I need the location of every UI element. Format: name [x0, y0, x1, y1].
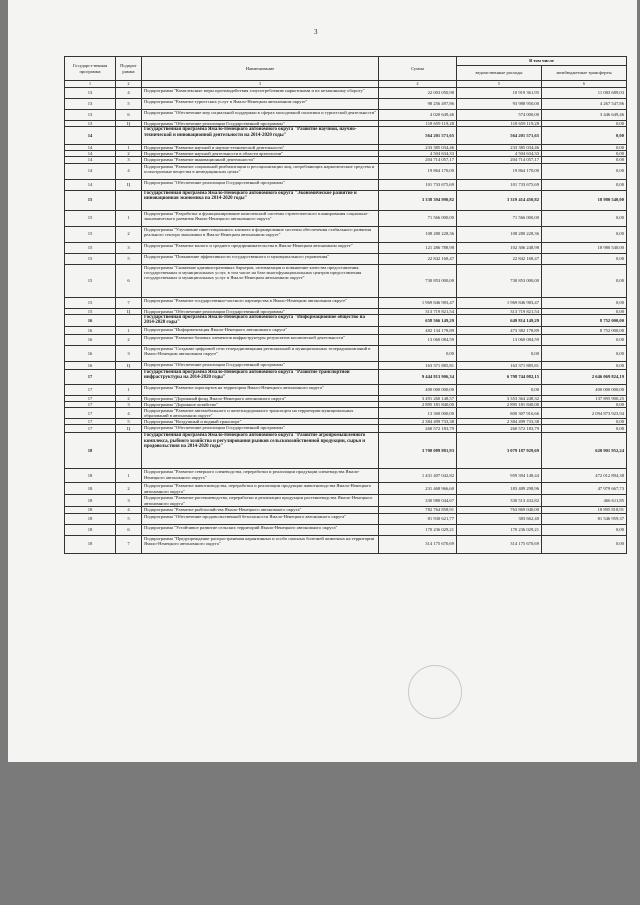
amount-departmental: 170 236 029,21	[457, 524, 542, 535]
amount-departmental: 260 572 183,79	[457, 425, 542, 433]
subprogram-code: Ц	[116, 361, 142, 369]
amount-total: 98 256 497,86	[379, 99, 457, 110]
amount-departmental: 0,00	[457, 345, 542, 361]
budget-table	[64, 56, 627, 554]
item-name: Подпрограмма "Развитие социальной реабилитации и ресоциализации лиц, потребляющих наркотические средства и психотропные вещества в немедицинских целях"	[142, 163, 379, 179]
header-subprogram: Подпрог рамма	[116, 57, 142, 81]
amount-total: 13 060 084,59	[379, 334, 457, 345]
item-name: Подпрограмма "Создание цифровой сети телерадиовещания региональной и муниципальных телерадиокомпаний в Ямало-Ненецком автономном округе"	[142, 345, 379, 361]
amount-departmental: 71 566 000,00	[457, 210, 542, 226]
item-name: Подпрограмма "Улучшение инвестиционного климата и формирование системы обеспечения стабильного развития реального сектора экономики в Ямало-Ненецком автономном округе"	[142, 226, 379, 242]
amount-total: 3 338 394 990,82	[379, 190, 457, 210]
subprogram-row	[65, 110, 627, 121]
amount-transfers: 0,00	[542, 151, 627, 157]
amount-total: 400 000 000,00	[379, 384, 457, 395]
amount-departmental: 118 659 119,28	[457, 121, 542, 127]
subprogram-code: 2	[116, 395, 142, 401]
amount-total: 163 371 885,81	[379, 361, 457, 369]
subprogram-row	[65, 384, 627, 395]
item-name: Подпрограмма "Развитие научной деятельности в области археологии"	[142, 151, 379, 157]
amount-departmental: 2 895 181 840,00	[457, 401, 542, 407]
program-row	[65, 433, 627, 469]
item-name: Подпрограмма "Развитие растениеводства, переработки и реализации продукции растениеводства Ямало-Ненецкого автономного округа"	[142, 495, 379, 507]
program-code: 18	[65, 433, 116, 469]
amount-total: 81 930 621,77	[379, 513, 457, 524]
program-code: 18	[65, 535, 116, 553]
amount-departmental: 314 175 670,69	[457, 535, 542, 553]
item-name: Подпрограмма "Снижение административных барьеров, оптимизация и повышение качества предоставления государственных и муниципальных услуг, в том числе на базе многофункциональных центров предоставления государственных и муниципальных услуг в Ямало-Ненецком автономном округе"	[142, 264, 379, 297]
amount-departmental: 574 000,00	[457, 110, 542, 121]
subprogram-code: 5	[116, 253, 142, 264]
amount-departmental: 959 394 148,44	[457, 469, 542, 483]
subprogram-code: 1	[116, 326, 142, 334]
amount-departmental: 383 662,40	[457, 513, 542, 524]
subprogram-row	[65, 179, 627, 190]
subprogram-code: Ц	[116, 425, 142, 433]
header-transfers: межбюджетные трансферты	[542, 66, 627, 81]
amount-departmental: 3 319 414 450,82	[457, 190, 542, 210]
subprogram-code	[116, 369, 142, 384]
program-code: 16	[65, 314, 116, 326]
item-name: Подпрограмма "Обеспечение мер социальной поддержки в сферах молодежной политики и туристской деятельности"	[142, 110, 379, 121]
header-departmental: ведомственные расходы	[457, 66, 542, 81]
subprogram-code: 3	[116, 242, 142, 253]
item-name: Подпрограмма "Развитие аэропортов на территории Ямало-Ненецкого автономного округа"	[142, 384, 379, 395]
stamp-mark	[408, 665, 462, 719]
amount-departmental: 564 201 571,65	[457, 127, 542, 145]
subprogram-code: 6	[116, 264, 142, 297]
program-code: 16	[65, 334, 116, 345]
subprogram-code	[116, 127, 142, 145]
subprogram-row	[65, 535, 627, 553]
subprogram-code: 2	[116, 151, 142, 157]
amount-total: 9 444 813 906,34	[379, 369, 457, 384]
item-name: Подпрограмма "Развитие северного оленеводства, переработки и реализации продукции оленеводства Ямало-Ненецкого автономного округа"	[142, 469, 379, 483]
amount-transfers: 8 752 000,00	[542, 314, 627, 326]
amount-transfers: 0,00	[542, 535, 627, 553]
item-name: Подпрограмма "Развитие малого и среднего предпринимательства в Ямало-Ненецком автономном округе"	[142, 242, 379, 253]
program-code: 15	[65, 297, 116, 308]
subprogram-code: Ц	[116, 121, 142, 127]
amount-total: 3 700 089 881,93	[379, 433, 457, 469]
amount-departmental: 163 371 885,81	[457, 361, 542, 369]
item-name: Подпрограмма "Дорожное хозяйство"	[142, 401, 379, 407]
subprogram-code: 2	[116, 483, 142, 495]
item-name: Подпрограмма "Комплексные меры противодействия злоупотреблению наркотиками и их незаконному обороту"	[142, 88, 379, 99]
item-name: Подпрограмма "Развитие научной и научно-технической деятельности"	[142, 145, 379, 151]
subprogram-code: 4	[116, 407, 142, 418]
amount-total: 313 719 821,54	[379, 308, 457, 314]
amount-departmental: 22 842 168,47	[457, 253, 542, 264]
amount-total: 204 714 057,17	[379, 157, 457, 163]
amount-departmental: 800 307 916,66	[457, 407, 542, 418]
amount-total: 1 431 407 042,82	[379, 469, 457, 483]
amount-departmental: 313 719 821,54	[457, 308, 542, 314]
subprogram-code: 1	[116, 210, 142, 226]
program-code: 16	[65, 345, 116, 361]
amount-departmental: 102 306 248,98	[457, 242, 542, 253]
amount-departmental: 2 384 499 733,38	[457, 419, 542, 425]
subprogram-row	[65, 297, 627, 308]
amount-total: 782 764 858,91	[379, 507, 457, 513]
subprogram-row	[65, 253, 627, 264]
amount-total: 101 733 675,69	[379, 179, 457, 190]
amount-transfers: 0,00	[542, 121, 627, 127]
subprogram-row	[65, 226, 627, 242]
program-code: 17	[65, 407, 116, 418]
item-name: Подпрограмма "Дорожный фонд Ямало-Ненецкого автономного округа"	[142, 395, 379, 401]
program-code: 14	[65, 157, 116, 163]
subprogram-code: 1	[116, 145, 142, 151]
header-num: 4	[379, 81, 457, 88]
amount-transfers: 0,00	[542, 145, 627, 151]
subprogram-row	[65, 345, 627, 361]
program-code: 18	[65, 469, 116, 483]
amount-transfers: 3 446 649,46	[542, 110, 627, 121]
amount-transfers: 18 980 540,00	[542, 190, 627, 210]
program-code: 14	[65, 151, 116, 157]
amount-transfers: 0,00	[542, 425, 627, 433]
program-code: 13	[65, 121, 116, 127]
item-name: Подпрограмма "Обеспечение реализации Государственной программы"	[142, 361, 379, 369]
subprogram-row	[65, 469, 627, 483]
subprogram-row	[65, 264, 627, 297]
amount-departmental: 6 798 744 082,15	[457, 369, 542, 384]
amount-total: 564 201 571,65	[379, 127, 457, 145]
subprogram-row	[65, 361, 627, 369]
amount-total: 0,00	[379, 345, 457, 361]
amount-transfers: 18 980 540,00	[542, 242, 627, 253]
subprogram-code: 3	[116, 401, 142, 407]
item-name: Государственная программа Ямало-Ненецкого автономного округа "Экономическое развитие и инновационная экономика на 2014-2020 годы"	[142, 190, 379, 210]
program-code: 18	[65, 507, 116, 513]
subprogram-row	[65, 483, 627, 495]
amount-total: 118 659 119,28	[379, 121, 457, 127]
amount-total: 3 491 260 148,57	[379, 395, 457, 401]
header-num: 1	[65, 81, 116, 88]
amount-total: 482 134 178,89	[379, 326, 457, 334]
subprogram-code: 4	[116, 507, 142, 513]
amount-total: 658 566 149,29	[379, 314, 457, 326]
amount-transfers: 0,00	[542, 157, 627, 163]
amount-transfers: 0,00	[542, 334, 627, 345]
item-name: Подпрограмма "Повышение эффективности государственного и муниципального управления"	[142, 253, 379, 264]
program-code: 18	[65, 513, 116, 524]
header-num: 2	[116, 81, 142, 88]
amount-departmental: 108 280 228,36	[457, 226, 542, 242]
amount-transfers: 4 267 547,86	[542, 99, 627, 110]
program-code: 15	[65, 226, 116, 242]
program-code: 17	[65, 369, 116, 384]
subprogram-code: 4	[116, 88, 142, 99]
header-num: 3	[142, 81, 379, 88]
amount-transfers: 0,00	[542, 345, 627, 361]
amount-total: 1 969 846 983,47	[379, 297, 457, 308]
amount-total: 13 300 000,00	[379, 407, 457, 418]
subprogram-code: 4	[116, 163, 142, 179]
amount-transfers: 0,00	[542, 210, 627, 226]
program-row	[65, 314, 627, 326]
amount-transfers: 0,00	[542, 253, 627, 264]
subprogram-row	[65, 495, 627, 507]
program-row	[65, 369, 627, 384]
program-code: 15	[65, 242, 116, 253]
item-name: Подпрограмма "Развитие рыбохозяйства Ямало-Ненецкого автономного округа"	[142, 507, 379, 513]
header-num: 6	[542, 81, 627, 88]
amount-departmental: 763 869 040,00	[457, 507, 542, 513]
item-name: Подпрограмма "Разработка и функционирование комплексной системы стратегического планирования социально-экономического развития Ямало-Ненецкого автономного округа"	[142, 210, 379, 226]
amount-departmental: 330 513 432,82	[457, 495, 542, 507]
subprogram-code: 3	[116, 495, 142, 507]
amount-transfers: 2 094 873 923,94	[542, 407, 627, 418]
item-name: Подпрограмма "Информатизация Ямало-Ненецкого автономного округа"	[142, 326, 379, 334]
subprogram-row	[65, 210, 627, 226]
amount-total: 2 384 499 733,38	[379, 419, 457, 425]
subprogram-code	[116, 190, 142, 210]
item-name: Государственная программа Ямало-Ненецкого автономного округа "Развитие агропромышленного комплекса, рыбного хозяйства и регулирования рынков сельскохозяйственной продукции, сырья и продовольствия на 2014-2020 годы"	[142, 433, 379, 469]
subprogram-row	[65, 163, 627, 179]
amount-transfers: 466 611,85	[542, 495, 627, 507]
amount-total: 233 385 034,46	[379, 145, 457, 151]
item-name: Подпрограмма "Устойчивое развитие сельских территорий Ямало-Ненецкого автономного округа"	[142, 524, 379, 535]
amount-transfers: 0,00	[542, 297, 627, 308]
amount-transfers: 137 895 900,25	[542, 395, 627, 401]
amount-transfers: 11 083 689,03	[542, 88, 627, 99]
amount-transfers: 0,00	[542, 163, 627, 179]
program-code: 16	[65, 361, 116, 369]
header-program: Государст-венная программа	[65, 57, 116, 81]
amount-transfers: 8 752 000,00	[542, 326, 627, 334]
subprogram-code: 1	[116, 384, 142, 395]
program-code: 14	[65, 127, 116, 145]
item-name: Подпрограмма "Воздушный и водный транспорт"	[142, 419, 379, 425]
amount-transfers: 0,00	[542, 419, 627, 425]
amount-departmental: 93 988 950,00	[457, 99, 542, 110]
item-name: Подпрограмма "Развитие базовых элементов инфраструктуры результатов космической деятельности"	[142, 334, 379, 345]
amount-transfers: 0,00	[542, 401, 627, 407]
amount-total: 121 286 788,98	[379, 242, 457, 253]
amount-total: 108 280 228,36	[379, 226, 457, 242]
subprogram-row	[65, 524, 627, 535]
program-code: 14	[65, 179, 116, 190]
amount-transfers: 400 000 000,00	[542, 384, 627, 395]
amount-total: 22 842 168,47	[379, 253, 457, 264]
subprogram-code: 6	[116, 524, 142, 535]
subprogram-code: 5	[116, 513, 142, 524]
subprogram-code: 7	[116, 297, 142, 308]
program-row	[65, 127, 627, 145]
amount-transfers: 81 546 959,37	[542, 513, 627, 524]
item-name: Подпрограмма "Предупреждение распространения карантинных и особо опасных болезней животных на территории Ямало-Ненецкого автономного округа"	[142, 535, 379, 553]
header-sum: Сумма	[379, 57, 457, 81]
item-name: Государственная программа Ямало-Ненецкого автономного округа "Информационное общество на 2014-2020 годы"	[142, 314, 379, 326]
amount-transfers: 2 646 069 824,19	[542, 369, 627, 384]
amount-transfers: 0,00	[542, 127, 627, 145]
amount-departmental: 19 864 170,00	[457, 163, 542, 179]
subprogram-code: 7	[116, 535, 142, 553]
item-name: Подпрограмма "Обеспечение реализации Государственной программы"	[142, 179, 379, 190]
subprogram-code: 1	[116, 469, 142, 483]
amount-transfers: 472 012 894,38	[542, 469, 627, 483]
program-code: 13	[65, 88, 116, 99]
program-code: 17	[65, 401, 116, 407]
document-page	[8, 0, 637, 762]
amount-departmental: 1 969 846 983,47	[457, 297, 542, 308]
subprogram-code: Ц	[116, 308, 142, 314]
program-code: 17	[65, 395, 116, 401]
item-name: Государственная программа Ямало-Ненецкого автономного округа "Развитие научной, научно-технической и инновационной деятельности на 2014-2020 годы"	[142, 127, 379, 145]
program-row	[65, 190, 627, 210]
amount-total: 330 980 044,67	[379, 495, 457, 507]
amount-total: 4 020 649,46	[379, 110, 457, 121]
amount-departmental: 473 382 178,89	[457, 326, 542, 334]
program-code: 15	[65, 308, 116, 314]
header-num: 5	[457, 81, 542, 88]
program-code: 13	[65, 99, 116, 110]
subprogram-row	[65, 99, 627, 110]
item-name: Государственная программа Ямало-Ненецкого автономного округа "Развитие транспортной инфраструктуры на 2014-2020 годы"	[142, 369, 379, 384]
subprogram-code: 3	[116, 345, 142, 361]
program-code: 18	[65, 483, 116, 495]
subprogram-code: Ц	[116, 179, 142, 190]
subprogram-code: 5	[116, 99, 142, 110]
subprogram-row	[65, 425, 627, 433]
amount-departmental: 0,00	[457, 384, 542, 395]
amount-departmental: 204 714 057,17	[457, 157, 542, 163]
program-code: 15	[65, 190, 116, 210]
amount-total: 170 236 029,21	[379, 524, 457, 535]
amount-transfers: 0,00	[542, 524, 627, 535]
amount-departmental: 10 919 361,95	[457, 88, 542, 99]
amount-total: 4 504 634,33	[379, 151, 457, 157]
page-number: 3	[314, 28, 318, 36]
subprogram-row	[65, 88, 627, 99]
item-name: Подпрограмма "Обеспечение реализации Государственной программы"	[142, 425, 379, 433]
amount-transfers: 0,00	[542, 226, 627, 242]
program-code: 15	[65, 210, 116, 226]
program-code: 14	[65, 163, 116, 179]
amount-departmental: 649 814 149,29	[457, 314, 542, 326]
amount-transfers: 47 979 667,73	[542, 483, 627, 495]
item-name: Подпрограмма "Развитие туристских услуг в Ямало-Ненецком автономном округе"	[142, 99, 379, 110]
amount-transfers: 0,00	[542, 179, 627, 190]
amount-transfers: 18 895 818,91	[542, 507, 627, 513]
item-name: Подпрограмма "Обеспечение реализации Государственной программы"	[142, 308, 379, 314]
item-name: Подпрограмма "Развитие автомобильного и железнодорожного транспорта на территории муниципальных образований в автономном округе"	[142, 407, 379, 418]
amount-departmental: 3 079 187 929,69	[457, 433, 542, 469]
subprogram-code: 2	[116, 334, 142, 345]
amount-total: 231 468 966,60	[379, 483, 457, 495]
subprogram-row	[65, 513, 627, 524]
program-code: 13	[65, 110, 116, 121]
header-name: Наименование	[142, 57, 379, 81]
item-name: Подпрограмма "Развитие государственно-частного партнерства в Ямало-Ненецком автономном округе"	[142, 297, 379, 308]
subprogram-row	[65, 334, 627, 345]
program-code: 18	[65, 495, 116, 507]
program-code: 15	[65, 264, 116, 297]
subprogram-code: 2	[116, 226, 142, 242]
item-name: Подпрограмма "Обеспечение реализации Государственной программы"	[142, 121, 379, 127]
amount-departmental: 730 853 000,00	[457, 264, 542, 297]
amount-transfers: 0,00	[542, 308, 627, 314]
subprogram-code: 3	[116, 157, 142, 163]
subprogram-row	[65, 326, 627, 334]
item-name: Подпрограмма "Обеспечение продовольственной безопасности Ямало-Ненецкого автономного округа"	[142, 513, 379, 524]
header-including: В том числе	[457, 57, 627, 66]
amount-total: 19 864 170,00	[379, 163, 457, 179]
program-code: 14	[65, 145, 116, 151]
program-code: 15	[65, 253, 116, 264]
amount-departmental: 101 733 675,69	[457, 179, 542, 190]
item-name: Подпрограмма "Развитие животноводства, переработки и реализации продукции животноводства Ямало-Ненецкого автономного округа"	[142, 483, 379, 495]
amount-total: 314 175 670,69	[379, 535, 457, 553]
program-code: 16	[65, 326, 116, 334]
program-code: 17	[65, 419, 116, 425]
amount-total: 71 566 000,00	[379, 210, 457, 226]
program-code: 17	[65, 425, 116, 433]
subprogram-row	[65, 242, 627, 253]
amount-transfers: 0,00	[542, 361, 627, 369]
subprogram-code: 5	[116, 419, 142, 425]
amount-departmental: 183 489 298,96	[457, 483, 542, 495]
amount-departmental: 4 504 634,33	[457, 151, 542, 157]
amount-total: 2 895 181 840,00	[379, 401, 457, 407]
program-code: 18	[65, 524, 116, 535]
subprogram-code	[116, 314, 142, 326]
subprogram-code	[116, 433, 142, 469]
amount-total: 730 853 000,00	[379, 264, 457, 297]
amount-departmental: 233 385 034,46	[457, 145, 542, 151]
subprogram-code: 6	[116, 110, 142, 121]
amount-transfers: 0,00	[542, 264, 627, 297]
item-name: Подпрограмма "Развитие инновационной деятельности"	[142, 157, 379, 163]
amount-departmental: 3 353 364 248,32	[457, 395, 542, 401]
amount-total: 22 003 050,98	[379, 88, 457, 99]
amount-transfers: 620 901 952,24	[542, 433, 627, 469]
amount-total: 260 572 183,79	[379, 425, 457, 433]
program-code: 17	[65, 384, 116, 395]
subprogram-row	[65, 407, 627, 418]
amount-departmental: 13 060 084,59	[457, 334, 542, 345]
